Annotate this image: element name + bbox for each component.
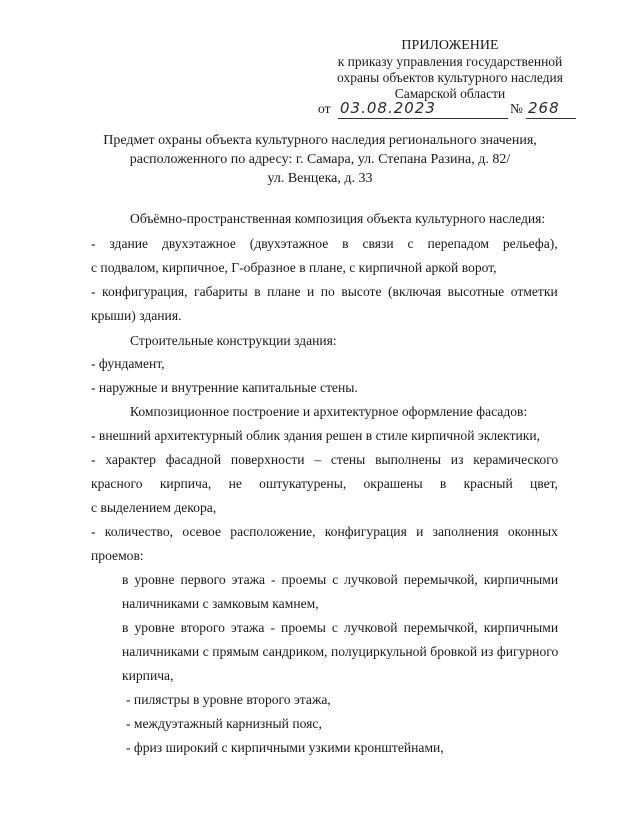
body-line: - здание двухэтажное (двухэтажное в связи с перепадом рельефа), <box>91 236 558 251</box>
body-line: проемов: <box>91 548 144 563</box>
body-line: наличниками с прямым сандриком, полуциркульной бровкой из фигурного <box>122 644 559 659</box>
list-item: - фриз широкий с кирпичными узкими кронштейнами, <box>126 740 444 755</box>
document-title <box>60 131 580 188</box>
number-underline <box>526 118 576 119</box>
order-date-handwritten: 03.08.2023 <box>340 99 436 117</box>
date-underline <box>338 118 508 119</box>
order-number-handwritten: 268 <box>528 99 560 117</box>
appendix-line-1: к приказу управления государственной <box>337 54 563 69</box>
body-line: - количество, осевое расположение, конфигурация и заполнения оконных <box>91 524 558 539</box>
section-heading-facades: Композиционное построение и архитектурное оформление фасадов: <box>130 404 528 419</box>
body-line: - наружные и внутренние капитальные стены. <box>91 380 358 395</box>
body-line: красного кирпича, не оштукатурены, окрашены в красный цвет, <box>91 476 558 491</box>
order-number-label: № <box>510 101 523 116</box>
order-date-number <box>318 101 588 123</box>
list-item: - пилястры в уровне второго этажа, <box>126 692 331 707</box>
body-line: с выделением декора, <box>91 500 217 515</box>
appendix-header <box>300 38 600 102</box>
appendix-heading: ПРИЛОЖЕНИЕ <box>401 38 499 53</box>
title-line-1: Предмет охраны объекта культурного наследия регионального значения, <box>103 133 537 148</box>
appendix-line-3: Самарской области <box>394 86 506 101</box>
body-line: в уровне второго этажа - проемы с лучковой перемычкой, кирпичными <box>122 620 559 635</box>
order-from-label: от <box>318 101 331 116</box>
body-line: в уровне первого этажа - проемы с лучковой перемычкой, кирпичными <box>122 572 559 587</box>
body-line: кирпича, <box>122 668 174 683</box>
body-line: - характер фасадной поверхности – стены выполнены из керамического <box>91 452 559 467</box>
body-line: - внешний архитектурный облик здания решен в стиле кирпичной эклектики, <box>91 428 541 443</box>
appendix-line-2: охраны объектов культурного наследия <box>337 70 563 85</box>
section-heading-structures: Строительные конструкции здания: <box>130 333 337 348</box>
title-line-2: расположенного по адресу: г. Самара, ул. Степана Разина, д. 82/ <box>129 152 511 167</box>
body-line: наличниками с замковым камнем, <box>122 596 319 611</box>
body-line: крыши) здания. <box>91 308 182 323</box>
list-item: - междуэтажный карнизный пояс, <box>126 716 322 731</box>
body-line: - конфигурация, габариты в плане и по высоте (включая высотные отметки <box>91 284 558 299</box>
body-line: - фундамент, <box>91 356 165 371</box>
title-line-3: ул. Венцека, д. 33 <box>267 171 373 186</box>
body-line: с подвалом, кирпичное, Г-образное в плане, с кирпичной аркой ворот, <box>91 260 497 275</box>
section-heading-volume: Объёмно-пространственная композиция объекта культурного наследия: <box>130 211 546 226</box>
